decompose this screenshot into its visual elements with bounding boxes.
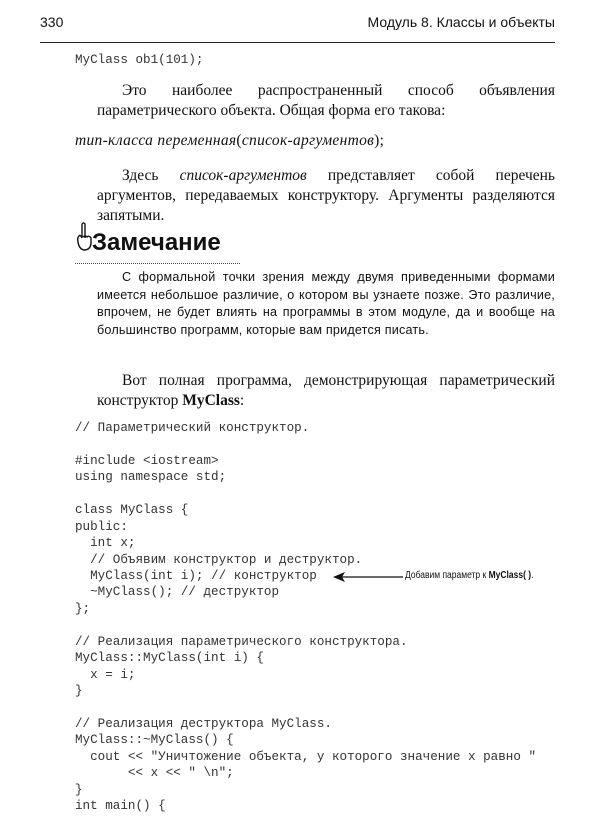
- term: MyClass( ): [488, 570, 532, 581]
- code-line: // Реализация деструктора MyClass.: [75, 716, 332, 731]
- pointing-hand-icon: [75, 222, 93, 259]
- note-title: Замечание: [92, 229, 221, 256]
- paragraph: Это наиболее распространенный способ объявления параметрического объекта. Общая форма его такова:: [97, 82, 555, 119]
- code-line: [75, 699, 536, 715]
- code-line: x = i;: [75, 667, 136, 682]
- running-title: Модуль 8. Классы и объекты: [367, 14, 555, 30]
- code-line: #include <iostream>: [75, 453, 219, 468]
- syntax-paren: (: [236, 132, 242, 149]
- arrow-left-icon: [333, 570, 403, 588]
- code-listing: [75, 420, 536, 815]
- code-line: [75, 486, 536, 502]
- code-line: int x;: [75, 536, 136, 551]
- code-line: [75, 436, 536, 452]
- syntax-form: [75, 131, 384, 151]
- code-line: MyClass::~MyClass() {: [75, 733, 234, 748]
- header-rule: [40, 42, 555, 43]
- code-line: };: [75, 601, 91, 616]
- code-line: // Объявим конструктор и деструктор.: [75, 552, 363, 567]
- code-line: // Реализация параметрического конструктора.: [75, 634, 408, 649]
- code-line: // Параметрический конструктор.: [75, 421, 310, 435]
- text: .: [531, 570, 534, 581]
- code-line: using namespace std;: [75, 470, 227, 485]
- code-line: }: [75, 684, 83, 698]
- code-line: public:: [75, 519, 128, 534]
- code-line: MyClass(int i); // конструктор: [75, 568, 317, 583]
- syntax-type: тип-класса переменная: [75, 132, 237, 149]
- code-line: ~MyClass(); // деструктор: [75, 585, 280, 600]
- term: список-аргументов: [179, 167, 307, 184]
- code-line: }: [75, 782, 83, 797]
- text: Вот полная программа, демонстрирующая параметрический конструктор: [97, 372, 555, 409]
- text: :: [239, 392, 245, 409]
- code-line: [75, 617, 536, 633]
- text: представляет собой перечень аргументов, передаваемых конструктору. Аргументы разделяются запятыми.: [97, 167, 555, 224]
- text: Добавим параметр к: [405, 570, 489, 581]
- syntax-paren: );: [374, 132, 385, 149]
- code-line: int main() {: [75, 799, 166, 814]
- page-number: 330: [40, 14, 64, 30]
- code-line: MyClass::MyClass(int i) {: [75, 651, 264, 666]
- code-line: cout << "Уничтожение объекта, у которого значение x равно ": [75, 749, 537, 764]
- code-line: << x << " \n";: [75, 766, 234, 781]
- paragraph: [97, 371, 555, 411]
- code-snippet: MyClass ob1(101);: [75, 53, 204, 67]
- paragraph: [97, 166, 555, 226]
- text: Здесь: [122, 167, 180, 184]
- code-line: class MyClass {: [75, 503, 189, 518]
- callout-annotation: [405, 570, 533, 581]
- syntax-args: список-аргументов: [241, 132, 375, 149]
- term: MyClass: [182, 392, 240, 409]
- note-divider: [75, 263, 240, 264]
- note-text: С формальной точки зрения между двумя приведенными формами имеется небольшое различие, о котором вы узнаете позже. Это различие, впрочем, не будет влиять на программы в этом модуле, да и вообще на большинство программ, которые вам придется писать.: [97, 270, 555, 337]
